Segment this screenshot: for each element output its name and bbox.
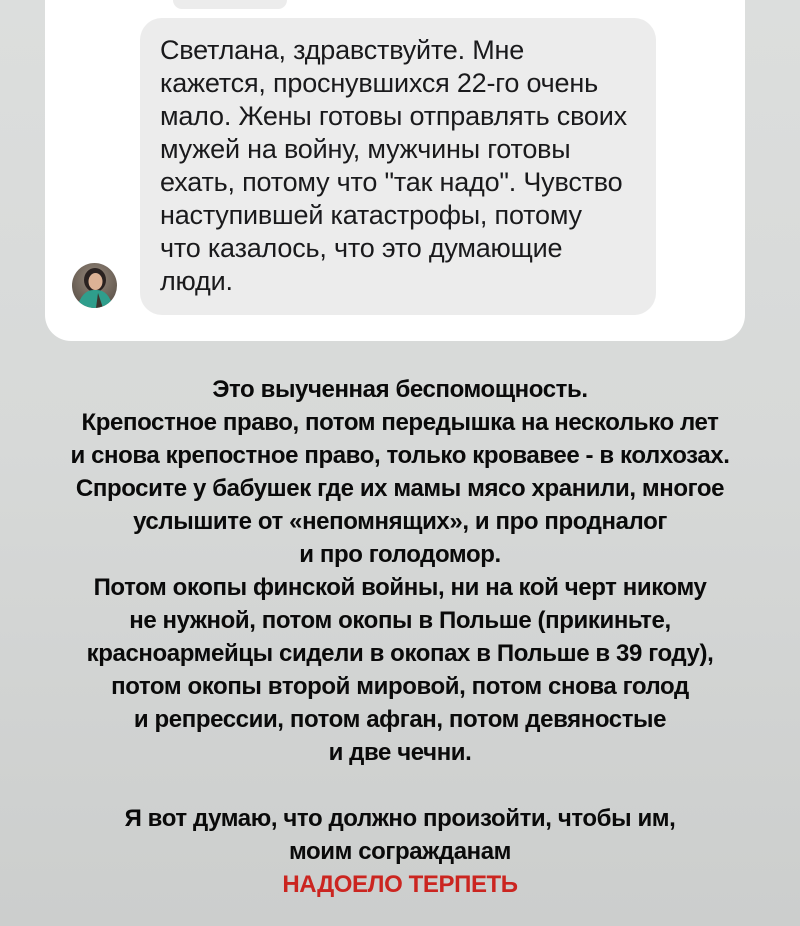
caption-line: Я вот думаю, что должно произойти, чтобы им, xyxy=(124,805,676,832)
caption-line: и про голодомор. xyxy=(299,541,501,568)
message-line: кажется, проснувшихся 22-го очень xyxy=(160,68,598,98)
caption-line: потом окопы второй мировой, потом снова голод xyxy=(111,673,689,700)
caption-paragraph-3 xyxy=(24,802,776,901)
message-line: мужей на войну, мужчины готовы xyxy=(160,134,571,164)
caption-line: и репрессии, потом афган, потом девяностые xyxy=(133,706,667,733)
caption-line: Крепостное право, потом передышка на несколько лет xyxy=(81,409,719,436)
caption-line: и две чечни. xyxy=(328,739,472,766)
caption-paragraph-1 xyxy=(24,373,776,571)
message-line: ехать, потому что "так надо". Чувство xyxy=(160,167,623,197)
caption-line: услышите от «непомнящих», и про продналог xyxy=(133,508,667,535)
sender-avatar xyxy=(72,263,117,308)
sender-avatar-image xyxy=(72,263,117,308)
message-line: что казалось, что это думающие xyxy=(160,233,563,263)
message-line: люди. xyxy=(160,266,233,296)
caption-line: моим согражданам xyxy=(288,838,512,865)
caption-line: Потом окопы финской войны, ни на кой черт никому xyxy=(93,574,707,601)
caption-line: красноармейцы сидели в окопах в Польше в 39 году), xyxy=(86,640,714,667)
message-line: Светлана, здравствуйте. Мне xyxy=(160,35,525,65)
caption-emphasis-red: НАДОЕЛО ТЕРПЕТЬ xyxy=(282,871,518,898)
caption-line: не нужной, потом окопы в Польше (прикиньте, xyxy=(129,607,671,634)
caption-paragraph-2 xyxy=(24,571,776,769)
caption-line: Спросите у бабушек где их мамы мясо хранили, многое xyxy=(75,475,725,502)
message-bubble xyxy=(140,18,656,315)
caption-line: и снова крепостное право, только кровавее - в колхозах. xyxy=(70,442,730,469)
message-line: мало. Жены готовы отправлять своих xyxy=(160,101,627,131)
story-caption xyxy=(0,373,800,901)
caption-line: Это выученная беспомощность. xyxy=(212,376,588,403)
previous-message-bubble-partial xyxy=(173,0,287,9)
chat-screenshot-card xyxy=(45,0,745,341)
message-line: наступившей катастрофы, потому xyxy=(160,200,582,230)
